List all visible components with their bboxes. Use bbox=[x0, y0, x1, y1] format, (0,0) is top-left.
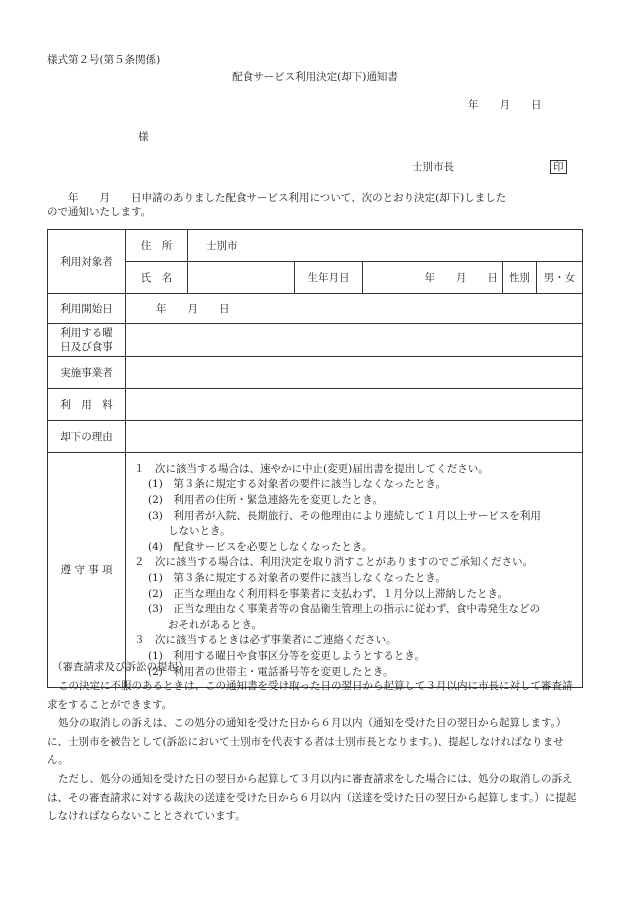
provider-value[interactable] bbox=[126, 357, 583, 389]
target-label: 利用対象者 bbox=[48, 230, 126, 294]
birth-value[interactable]: 年 月 日 bbox=[363, 262, 503, 294]
compliance-item: しないとき。 bbox=[168, 525, 231, 538]
issue-date: 年 月 日 bbox=[468, 99, 542, 111]
application-table bbox=[47, 229, 583, 688]
compliance-item: (4) 配食サービスを必要としなくなったとき。 bbox=[148, 540, 373, 553]
compliance-item: (3) 利用者が入院、長期旅行、その他理由により連続して１月以上サービスを利用 bbox=[148, 509, 541, 522]
sex-value[interactable]: 男・女 bbox=[537, 262, 583, 294]
appeal-heading: （審査請求及び訴訟の提起） bbox=[52, 661, 189, 673]
address-label: 住 所 bbox=[126, 230, 188, 262]
reject-label: 却下の理由 bbox=[48, 421, 126, 453]
start-label: 利用開始日 bbox=[48, 294, 126, 324]
intro-line-1: 年 月 日申請のありました配食サービス利用について、次のとおり決定(却下)しました bbox=[47, 192, 507, 204]
days-meals-value[interactable] bbox=[126, 324, 583, 357]
address-value[interactable]: 士別市 bbox=[188, 230, 583, 262]
compliance-item: (3) 正当な理由なく事業者等の食品衛生管理上の指示に従わず、食中毒発生などの bbox=[148, 603, 541, 616]
intro-line-2: ので通知いたします。 bbox=[47, 206, 152, 218]
document-title: 配食サービス利用決定(却下)通知書 bbox=[232, 71, 398, 83]
start-value[interactable]: 年 月 日 bbox=[126, 294, 583, 324]
appeal-paragraph-3: ただし、処分の通知を受けた日の翌日から起算して３月以内に審査請求をした場合には、処分の取消しの訴えは、その審査請求に対する裁決の送達を受けた日から６月以内（送達を受けた日の翌日から起算します。）に提起しなければならないこととされています。 bbox=[47, 773, 577, 822]
compliance-item: (1) 利用する曜日や食事区分等を変更しようとするとき。 bbox=[148, 649, 425, 662]
compliance-item: (1) 第３条に規定する対象者の要件に該当しなくなったとき。 bbox=[148, 478, 446, 491]
compliance-item: (2) 利用者の住所・緊急連絡先を変更したとき。 bbox=[148, 494, 383, 507]
compliance-item: (1) 第３条に規定する対象者の要件に該当しなくなったとき。 bbox=[148, 572, 446, 584]
compliance-item: ２ 次に該当する場合は、利用決定を取り消すことがありますのでご承知ください。 bbox=[134, 556, 533, 569]
compliance-item: (2) 正当な理由なく利用料を事業者に支払わず、１月分以上滞納したとき。 bbox=[148, 587, 509, 600]
compliance-item: ３ 次に該当するときは必ず事業者にご連絡ください。 bbox=[134, 634, 397, 647]
compliance-item: (2) 利用者の世帯主・電話番号等を変更したとき。 bbox=[148, 665, 394, 678]
name-value[interactable] bbox=[188, 262, 295, 294]
compliance-list bbox=[126, 453, 583, 688]
appeal-paragraph-1: この決定に不服のあるときは、この通知書を受け取った日の翌日から起算して３月以内に市長に対して審査請求をすることができます。 bbox=[47, 680, 573, 711]
sex-label: 性別 bbox=[503, 262, 537, 294]
fee-value[interactable] bbox=[126, 389, 583, 421]
compliance-label: 遵 守 事 項 bbox=[48, 453, 126, 688]
days-meals-label: 利用する曜 日及び食事 bbox=[48, 324, 126, 357]
provider-label: 実施事業者 bbox=[48, 357, 126, 389]
birth-label: 生年月日 bbox=[295, 262, 363, 294]
name-label: 氏 名 bbox=[126, 262, 188, 294]
compliance-item: おそれがあるとき。 bbox=[168, 618, 263, 631]
fee-label: 利 用 料 bbox=[48, 389, 126, 421]
form-number: 様式第２号(第５条関係) bbox=[47, 54, 161, 66]
compliance-item: １ 次に該当する場合は、速やかに中止(変更)届出書を提出してください。 bbox=[134, 462, 489, 475]
appeal-paragraph-2: 処分の取消しの訴えは、この処分の通知を受けた日から６月以内（通知を受けた日の翌日から起算します。）に、士別市を被告として(訴訟において士別市を代表する者は士別市長となります。)、提起しなければなりません。 bbox=[47, 717, 567, 766]
addressee-suffix: 様 bbox=[138, 131, 149, 143]
reject-value[interactable] bbox=[126, 421, 583, 453]
seal-mark: 印 bbox=[550, 160, 567, 174]
issuer: 士別市長 bbox=[412, 161, 454, 173]
